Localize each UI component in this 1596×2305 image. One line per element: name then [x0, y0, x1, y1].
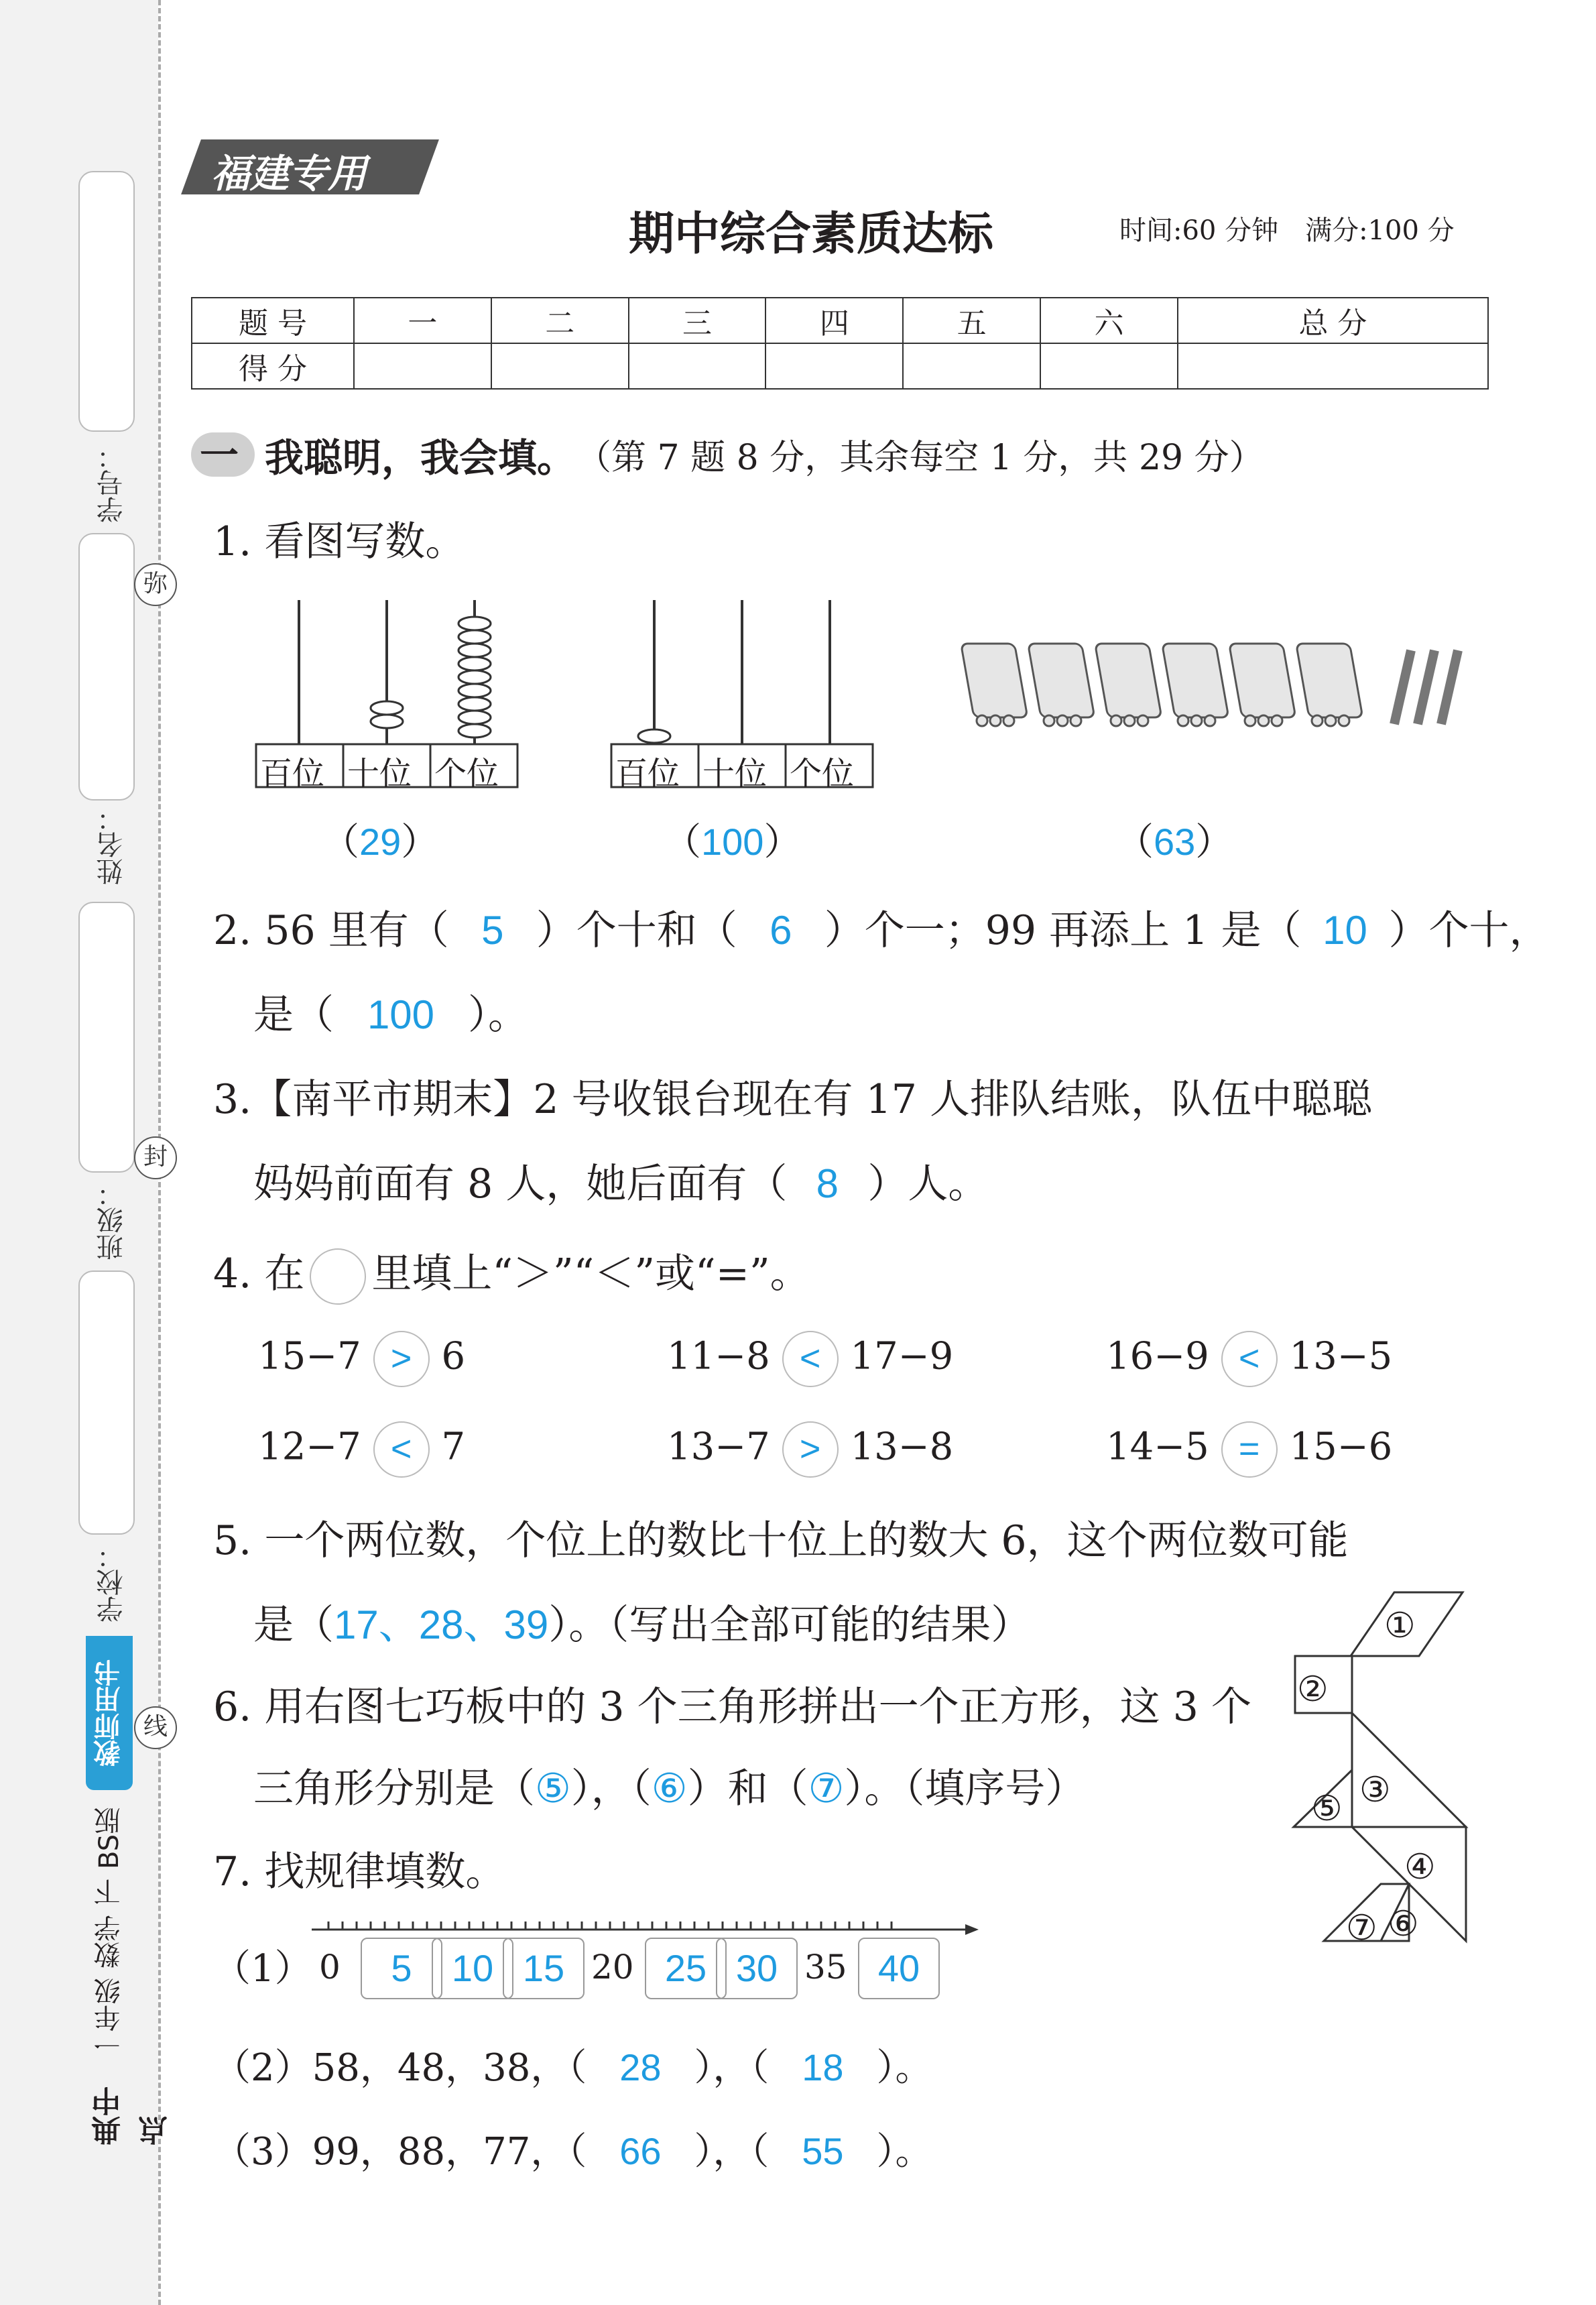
section-number: 一 [200, 432, 239, 478]
q7-text: （2）58，48，38，（ [213, 2046, 587, 2090]
score-table [191, 297, 1489, 390]
q7-part2 [213, 2038, 932, 2092]
q2-text: ）。 [468, 992, 528, 1039]
expr-left: 11−8 [667, 1334, 770, 1378]
line-number-box[interactable]: 25 [645, 1938, 727, 1999]
compare-answer[interactable]: > [373, 1331, 430, 1387]
q7-text: ），（ [694, 2130, 770, 2174]
answer[interactable]: 55 [802, 2130, 844, 2172]
expr-right: 13−5 [1289, 1334, 1393, 1378]
tangram-label: ① [1384, 1606, 1416, 1646]
compare-item [667, 1331, 953, 1387]
score-input-cell[interactable] [765, 343, 903, 389]
expr-left: 14−5 [1106, 1425, 1209, 1469]
place-label: 百位 [615, 755, 680, 792]
seal-feng: 封 [134, 1136, 177, 1179]
q4-text [213, 1242, 810, 1305]
q7-text: （3）99，88，77，（ [213, 2130, 587, 2174]
q7-part3 [213, 2122, 932, 2176]
score-row-label: 得 分 [192, 343, 354, 389]
line-number: 35 [804, 1948, 847, 1987]
score-cell: 四 [765, 298, 903, 343]
q3-line1: 3.【南平市期末】2 号收银台现在有 17 人排队结账，队伍中聪聪 [213, 1076, 1372, 1123]
publisher-logo: 典中点 [92, 2086, 173, 2145]
answer[interactable]: ⑥ [651, 1766, 688, 1811]
answer[interactable]: 29 [359, 821, 402, 863]
q2-text: ）个十和（ [536, 907, 737, 954]
q2-text: ）个一；99 再添上 1 是（ [824, 907, 1302, 954]
tangram-label: ⑦ [1346, 1908, 1377, 1948]
compare-item [1106, 1331, 1392, 1387]
q6-text: ）。（填序号） [844, 1765, 1086, 1812]
edition-text: BS版 [94, 1807, 125, 1869]
answer[interactable]: ⑤ [535, 1766, 571, 1811]
q5-text: 是（ [253, 1602, 334, 1649]
class-label: 班级： [97, 1180, 127, 1260]
score-cell: 题 号 [192, 298, 354, 343]
score-input-cell[interactable] [1040, 343, 1178, 389]
place-label: 个位 [790, 755, 855, 792]
tangram-label: ⑥ [1388, 1904, 1419, 1944]
line-number-box[interactable]: 10 [432, 1938, 513, 1999]
compare-answer[interactable]: < [373, 1421, 430, 1478]
q6-line1: 6. 用右图七巧板中的 3 个三角形拼出一个正方形，这 3 个 [213, 1683, 1251, 1730]
place-label: 百位 [260, 755, 325, 792]
page-title: 期中综合素质达标 [629, 207, 994, 261]
score-input-cell[interactable] [491, 343, 629, 389]
q4-text-b: 里填上“＞”“＜”或“=”。 [371, 1250, 810, 1297]
line-number: 0 [319, 1948, 341, 1987]
name-box[interactable] [78, 533, 135, 801]
section-heading: 我聪明，我会填。 [265, 435, 576, 481]
score-header-row [192, 298, 1488, 343]
score-cell: 一 [354, 298, 491, 343]
q2-line2 [253, 983, 528, 1041]
q5-text: ）。（写出全部可能的结果） [548, 1602, 1032, 1649]
place-label: 十位 [702, 755, 768, 792]
score-cell: 三 [629, 298, 766, 343]
answer[interactable]: 10 [1323, 908, 1367, 953]
score-cell: 二 [491, 298, 629, 343]
subject-text: 数学 [94, 1915, 125, 1968]
blank-circle-icon [310, 1248, 366, 1305]
school-label: 学校： [97, 1542, 127, 1622]
series-banner [86, 1636, 173, 2145]
exam-meta: 时间:60 分钟 满分:100 分 [1119, 215, 1455, 246]
q7-text: ），（ [694, 2046, 770, 2090]
answer[interactable]: 17、28、39 [334, 1602, 549, 1647]
q4-text-a: 4. 在 [213, 1250, 305, 1297]
answer[interactable]: 100 [367, 992, 435, 1037]
q6-text: ）和（ [687, 1765, 808, 1812]
answer[interactable]: ⑦ [808, 1766, 845, 1811]
tangram-label: ③ [1359, 1770, 1391, 1810]
q1-answer-1: （29） [322, 821, 439, 864]
score-input-cell[interactable] [1178, 343, 1488, 389]
q3-text: 妈妈前面有 8 人，她后面有（ [253, 1161, 788, 1207]
q5-line2 [253, 1593, 1031, 1651]
line-number-box[interactable]: 5 [361, 1938, 442, 1999]
expr-right: 15−6 [1289, 1425, 1393, 1469]
seal-xian: 线 [134, 1706, 177, 1749]
q7-part1-label: （1） [213, 1947, 312, 1991]
q7-text: 7. 找规律填数。 [213, 1848, 506, 1895]
q5-line1: 5. 一个两位数，个位上的数比十位上的数大 6，这个两位数可能 [213, 1517, 1349, 1564]
score-cell: 五 [903, 298, 1040, 343]
student-id-box[interactable] [78, 171, 135, 432]
compare-item [258, 1331, 465, 1387]
score-cell: 总 分 [1178, 298, 1488, 343]
q3-text: ）人。 [867, 1161, 989, 1207]
answer[interactable]: 100 [701, 821, 764, 863]
expr-right: 7 [441, 1425, 466, 1469]
region-badge-text: 福建专用 [211, 151, 367, 196]
teacher-book-tag: 教师用书 [86, 1636, 133, 1790]
expr-left: 13−7 [667, 1425, 770, 1469]
expr-left: 16−9 [1106, 1334, 1209, 1378]
compare-item [667, 1421, 953, 1478]
seal-mi: 弥 [134, 563, 177, 606]
score-value-row [192, 343, 1488, 389]
q2-text: 2. 56 里有（ [213, 907, 449, 954]
q1-answer-3: （63） [1116, 821, 1233, 864]
q1-text: 1. 看图写数。 [213, 518, 466, 565]
answer[interactable]: 63 [1154, 821, 1196, 863]
q2-line1 [213, 898, 1550, 956]
q6-text: 三角形分别是（ [253, 1765, 535, 1812]
answer[interactable]: 6 [770, 908, 792, 953]
score-input-cell[interactable] [903, 343, 1040, 389]
tangram-label: ⑤ [1311, 1789, 1343, 1829]
score-input-cell[interactable] [354, 343, 491, 389]
q6-text: ），（ [570, 1765, 652, 1812]
place-label: 个位 [434, 755, 499, 792]
line-number: 20 [591, 1948, 634, 1987]
expr-right: 13−8 [850, 1425, 954, 1469]
q2-text: ）个十， [1388, 907, 1550, 954]
q7-text: ）。 [876, 2130, 933, 2174]
school-box[interactable] [78, 1270, 135, 1535]
answer[interactable]: 18 [802, 2046, 844, 2088]
answer[interactable]: 8 [816, 1161, 839, 1206]
q6-line2 [253, 1757, 1085, 1814]
line-number-box[interactable]: 15 [503, 1938, 585, 1999]
score-cell: 六 [1040, 298, 1178, 343]
student-id-label: 学号： [97, 442, 127, 523]
score-input-cell[interactable] [629, 343, 766, 389]
q3-line2 [253, 1152, 988, 1209]
answer[interactable]: 5 [481, 908, 504, 953]
expr-left: 15−7 [258, 1334, 361, 1378]
answer[interactable]: 66 [619, 2130, 662, 2172]
compare-answer[interactable]: = [1221, 1421, 1278, 1478]
volume-text: 下 [94, 1879, 125, 1905]
expr-left: 12−7 [258, 1425, 361, 1469]
class-box[interactable] [78, 902, 135, 1173]
grade-info [86, 1797, 133, 2058]
grade-text: 一年级 [94, 1978, 125, 2058]
name-label: 姓名： [97, 805, 127, 885]
line-number-box[interactable]: 30 [716, 1938, 798, 1999]
compare-answer[interactable]: < [1221, 1331, 1278, 1387]
tangram-label: ② [1297, 1669, 1329, 1710]
expr-right: 17−9 [850, 1334, 954, 1378]
section-score-note: （第 7 题 8 分，其余每空 1 分，共 29 分） [576, 438, 1264, 478]
place-label: 十位 [347, 755, 412, 792]
tangram-label: ④ [1404, 1847, 1436, 1887]
line-number-box[interactable]: 40 [858, 1938, 940, 1999]
compare-item [258, 1421, 465, 1478]
compare-item [1106, 1421, 1392, 1478]
q1-answer-2: （100） [664, 821, 802, 864]
answer[interactable]: 28 [619, 2046, 662, 2088]
q7-text: ）。 [876, 2046, 933, 2090]
compare-answer[interactable]: < [782, 1331, 839, 1387]
stick-bundles-figure [952, 630, 1488, 737]
expr-right: 6 [441, 1334, 466, 1378]
compare-answer[interactable]: > [782, 1421, 839, 1478]
q2-text: 是（ [253, 992, 334, 1039]
